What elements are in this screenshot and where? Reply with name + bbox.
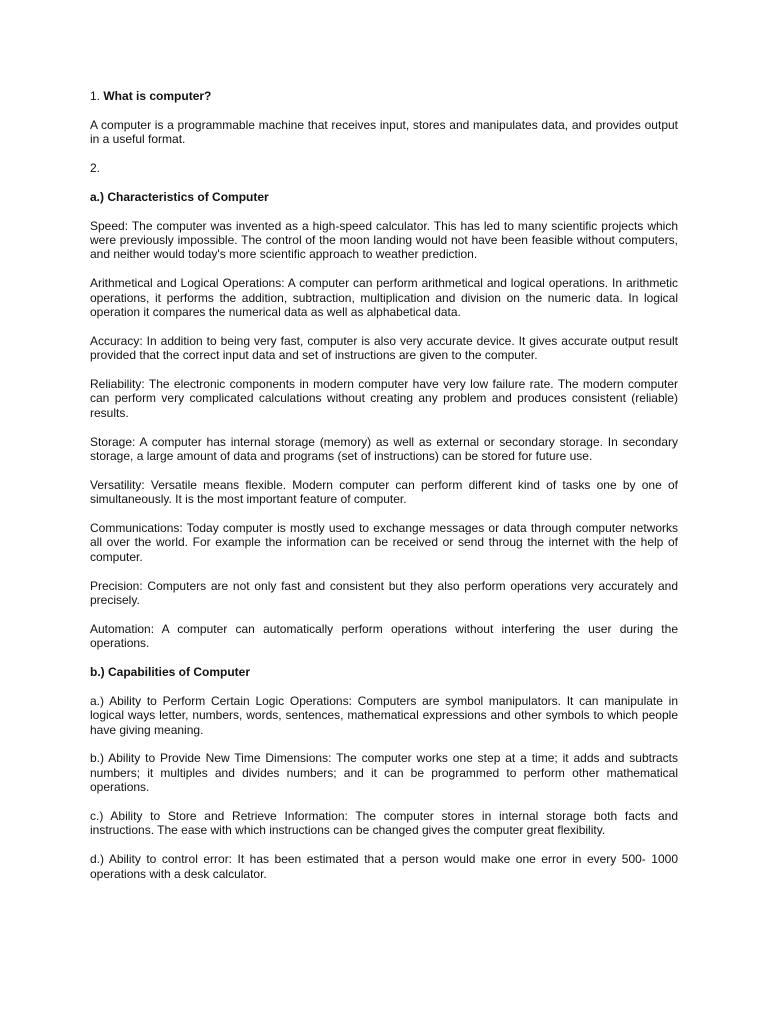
question-2-number: 2.: [90, 161, 101, 175]
capability-control-error: d.) Ability to control error: It has been estimated that a person would make one error in every 500- 1000 operations with a desk calculator.: [90, 852, 678, 881]
characteristics-heading: a.) Characteristics of Computer: [90, 189, 269, 204]
characteristic-accuracy: Accuracy: In addition to being very fast, computer is also very accurate device. It gives accurate output result provided that the correct input data and set of instructions are given to the computer.: [90, 333, 678, 363]
characteristic-speed: Speed: The computer was invented as a high-speed calculator. This has led to many scientific projects which were previously impossible. The control of the moon landing would not have been feasible without computers, and neither would today's more scientific approach to weather prediction.: [90, 218, 678, 262]
characteristic-automation: Automation: A computer can automatically perform operations without interfering the user during the operations.: [90, 621, 678, 651]
characteristic-versatility: Versatility: Versatile means flexible. Modern computer can perform different kind of tasks one by one of simultaneously. It is the most important feature of computer.: [90, 477, 678, 507]
characteristic-arithmetical-logical: Arithmetical and Logical Operations: A computer can perform arithmetical and logical operations. In arithmetic operations, it performs the addition, subtraction, multiplication and division on the numeric data. In logical operation it compares the numerical data as well as alphabetical data.: [90, 276, 678, 320]
question-1-heading: What is computer?: [103, 89, 212, 103]
question-1-number: 1.: [90, 89, 101, 103]
capabilities-heading: b.) Capabilities of Computer: [90, 665, 251, 680]
capability-time-dimensions: b.) Ability to Provide New Time Dimensions: The computer works one step at a time; it adds and subtracts numbers; it multiples and divides numbers; and it can be programmed to perform other mathematical operations.: [90, 751, 678, 795]
characteristic-precision: Precision: Computers are not only fast and consistent but they also perform operations very accurately and precisely.: [90, 578, 678, 608]
question-1-title: [90, 89, 678, 103]
document-page: [90, 89, 678, 895]
characteristic-reliability: Reliability: The electronic components in modern computer have very low failure rate. The modern computer can perform very complicated calculations without creating any problem and produces consistent (reliable) results.: [90, 377, 678, 420]
characteristic-communications: Communications: Today computer is mostly used to exchange messages or data through computer networks all over the world. For example the information can be received or send throug the internet with the help of computer.: [90, 521, 678, 564]
capability-logic-operations: a.) Ability to Perform Certain Logic Operations: Computers are symbol manipulators. It can manipulate in logical ways letter, numbers, words, sentences, mathematical expressions and other symbols to which people have giving meaning.: [90, 693, 678, 737]
question-1-answer: A computer is a programmable machine that receives input, stores and manipulates data, and provides output in a useful format.: [90, 117, 678, 147]
capability-store-retrieve: c.) Ability to Store and Retrieve Information: The computer stores in internal storage both facts and instructions. The ease with which instructions can be changed gives the computer great flexibility.: [90, 809, 678, 838]
characteristic-storage: Storage: A computer has internal storage (memory) as well as external or secondary storage. In secondary storage, a large amount of data and programs (set of instructions) can be stored for future use.: [90, 434, 678, 464]
